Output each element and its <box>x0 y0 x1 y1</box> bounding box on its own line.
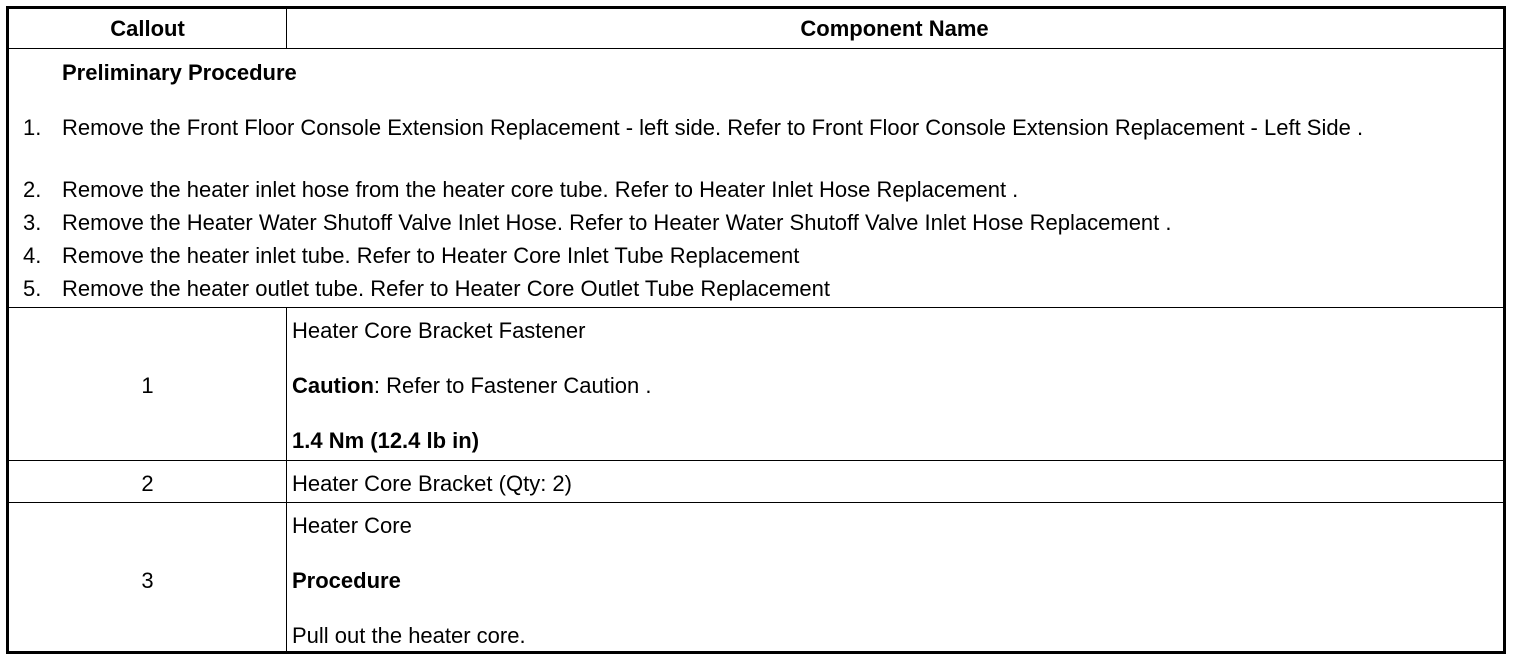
header-divider <box>286 9 287 48</box>
step-number: 1. <box>23 115 42 140</box>
torque-spec: 1.4 Nm (12.4 lb in) <box>292 428 480 453</box>
callout-number: 3 <box>141 568 154 593</box>
step-number: 3. <box>23 210 42 235</box>
row-rule <box>9 502 1503 503</box>
component-name: Heater Core Bracket Fastener <box>292 318 586 343</box>
callout-number: 1 <box>141 373 154 398</box>
step-text: Remove the heater inlet hose from the heater core tube. Refer to Heater Inlet Hose Replacement . <box>62 177 1019 202</box>
caution-text: : Refer to Fastener Caution . <box>373 373 652 398</box>
component-name: Heater Core <box>292 513 412 538</box>
row-rule <box>9 307 1503 308</box>
preliminary-procedure-title: Preliminary Procedure <box>62 60 297 85</box>
step-number: 4. <box>23 243 42 268</box>
step-number: 5. <box>23 276 42 301</box>
header-rule <box>9 48 1503 49</box>
callout-number: 2 <box>141 471 154 496</box>
component-name: Heater Core Bracket (Qty: 2) <box>292 471 572 496</box>
procedure-label: Procedure <box>292 568 401 593</box>
row-rule <box>9 460 1503 461</box>
step-number: 2. <box>23 177 42 202</box>
caution-label: Caution <box>292 373 374 398</box>
step-text: Remove the Front Floor Console Extension Replacement - left side. Refer to Front Floor Console Extension Replacement - Left Side . <box>62 115 1364 140</box>
step-text: Remove the heater inlet tube. Refer to Heater Core Inlet Tube Replacement <box>62 243 800 268</box>
column-divider <box>286 307 287 652</box>
procedure-text: Pull out the heater core. <box>292 623 526 648</box>
step-text: Remove the Heater Water Shutoff Valve Inlet Hose. Refer to Heater Water Shutoff Valve Inlet Hose Replacement . <box>62 210 1172 235</box>
component-table <box>6 6 1506 654</box>
header-callout: Callout <box>110 15 185 41</box>
caution-note <box>292 373 651 399</box>
header-component-name: Component Name <box>800 15 989 41</box>
step-text: Remove the heater outlet tube. Refer to Heater Core Outlet Tube Replacement <box>62 276 830 301</box>
